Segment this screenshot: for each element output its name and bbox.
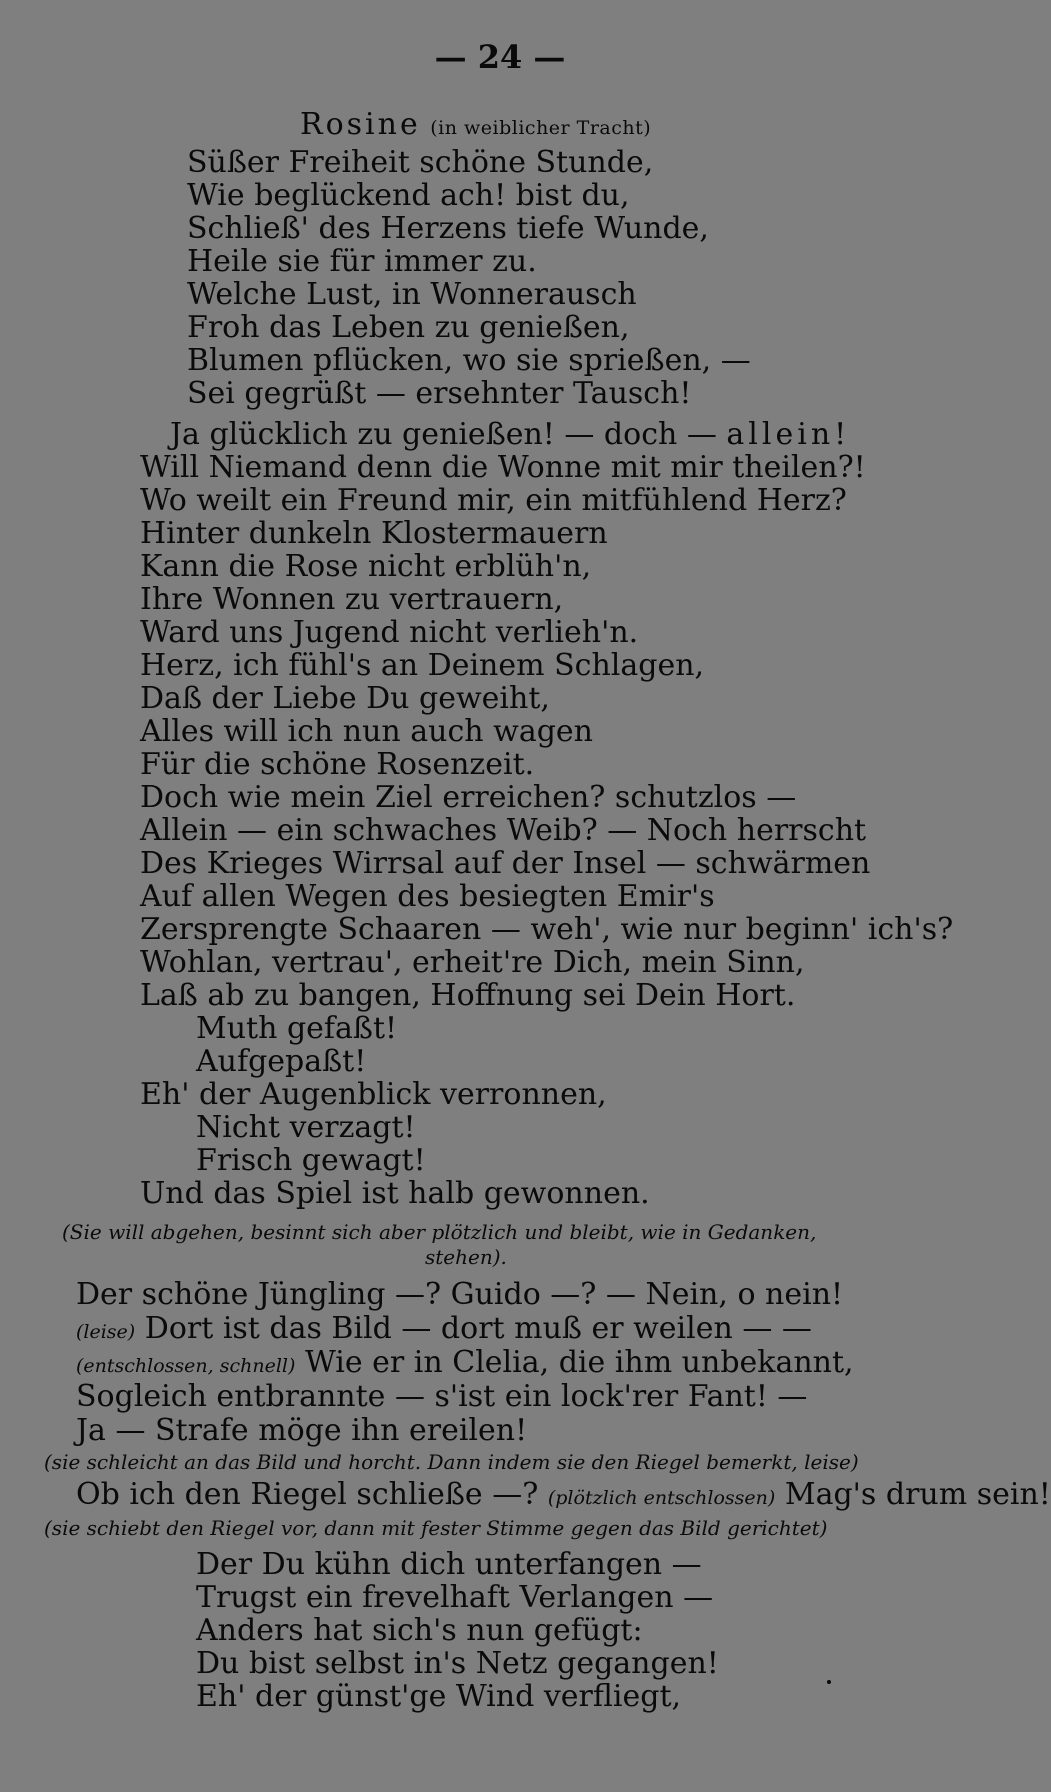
verse-line: Ja — Strafe möge ihn ereilen! [76,1413,528,1448]
verse-line: Heile sie für immer zu. [187,244,537,279]
stage-direction: (Sie will abgehen, besinnt sich aber plötzlich und bleibt, wie in Gedanken, [62,1220,817,1244]
verse-line: Daß der Liebe Du geweiht, [140,681,550,716]
verse-line: Der schöne Jüngling —? Guido —? — Nein, o nein! [76,1277,844,1312]
verse-line-allein [170,418,850,451]
verse-line: Alles will ich nun auch wagen [140,714,594,749]
print-speck [827,1680,831,1684]
verse-line: Trugst ein frevelhaft Verlangen — [196,1580,714,1615]
stage-direction: (sie schiebt den Riegel vor, dann mit fester Stimme gegen das Bild gerichtet) [44,1516,828,1540]
speaker-heading [300,108,651,145]
page-number: — 24 — [434,38,566,76]
verse-line: Süßer Freiheit schöne Stunde, [187,145,654,180]
verse-line: Sei gegrüßt — ersehnter Tausch! [187,376,692,411]
verse-text: Ob ich den Riegel schließe —? [76,1477,539,1512]
verse-line: Für die schöne Rosenzeit. [140,747,535,782]
spaced-word: allein! [726,417,851,452]
verse-line: Eh' der günst'ge Wind verfliegt, [196,1679,682,1714]
verse-line [76,1312,812,1349]
verse-line: Frisch gewagt! [196,1143,426,1178]
verse-line: Ihre Wonnen zu vertrauern, [140,582,564,617]
inline-direction: (entschlossen, schnell) [76,1355,296,1377]
verse-line: Nicht verzagt! [196,1110,416,1145]
verse-line: Zersprengte Schaaren — weh', wie nur beginn' ich's? [140,912,954,947]
verse-line: Will Niemand denn die Wonne mit mir theilen?! [140,450,866,485]
verse-line: Und das Spiel ist halb gewonnen. [140,1176,650,1211]
verse-text: Mag's drum sein! [784,1477,1051,1512]
verse-line: Hinter dunkeln Klostermauern [140,516,608,551]
verse-line: Laß ab zu bangen, Hoffnung sei Dein Hort. [140,978,796,1013]
inline-direction: (leise) [76,1321,136,1343]
stage-direction: (sie schleicht an das Bild und horcht. Dann indem sie den Riegel bemerkt, leise) [44,1450,859,1474]
verse-line: Kann die Rose nicht erblüh'n, [140,549,592,584]
verse-line: Allein — ein schwaches Weib? — Noch herrscht [140,813,867,848]
verse-line: Der Du kühn dich unterfangen — [196,1547,702,1582]
verse-line [76,1478,1051,1515]
verse-text: Dort ist das Bild — dort muß er weilen — — [144,1311,812,1346]
stage-direction: stehen). [425,1245,507,1269]
verse-line: Schließ' des Herzens tiefe Wunde, [187,211,709,246]
verse-line: Anders hat sich's nun gefügt: [196,1613,643,1648]
verse-line: Ward uns Jugend nicht verlieh'n. [140,615,639,650]
verse-line: Des Krieges Wirrsal auf der Insel — schwärmen [140,846,871,881]
verse-line: Wo weilt ein Freund mir, ein mitfühlend Herz? [140,483,847,518]
speaker-note: (in weiblicher Tracht) [430,117,652,139]
verse-line: Eh' der Augenblick verronnen, [140,1077,607,1112]
verse-text: Ja glücklich zu genießen! — doch — [170,417,727,452]
verse-line: Herz, ich fühl's an Deinem Schlagen, [140,648,705,683]
speaker-name: Rosine [300,107,421,142]
verse-line: Aufgepaßt! [196,1044,367,1079]
verse-line: Wohlan, vertrau', erheit're Dich, mein Sinn, [140,945,805,980]
verse-line: Muth gefaßt! [196,1011,398,1046]
verse-line: Sogleich entbrannte — s'ist ein lock'rer Fant! — [76,1379,808,1414]
verse-line: Du bist selbst in's Netz gegangen! [196,1646,719,1681]
verse-line: Froh das Leben zu genießen, [187,310,630,345]
verse-line: Blumen pflücken, wo sie sprießen, — [187,343,751,378]
verse-line: Doch wie mein Ziel erreichen? schutzlos — [140,780,797,815]
verse-line: Welche Lust, in Wonnerausch [187,277,637,312]
inline-direction: (plötzlich entschlossen) [547,1487,776,1509]
verse-text: Wie er in Clelia, die ihm unbekannt, [304,1345,854,1380]
verse-line [76,1346,854,1383]
verse-line: Auf allen Wegen des besiegten Emir's [140,879,715,914]
verse-line: Wie beglückend ach! bist du, [187,178,630,213]
